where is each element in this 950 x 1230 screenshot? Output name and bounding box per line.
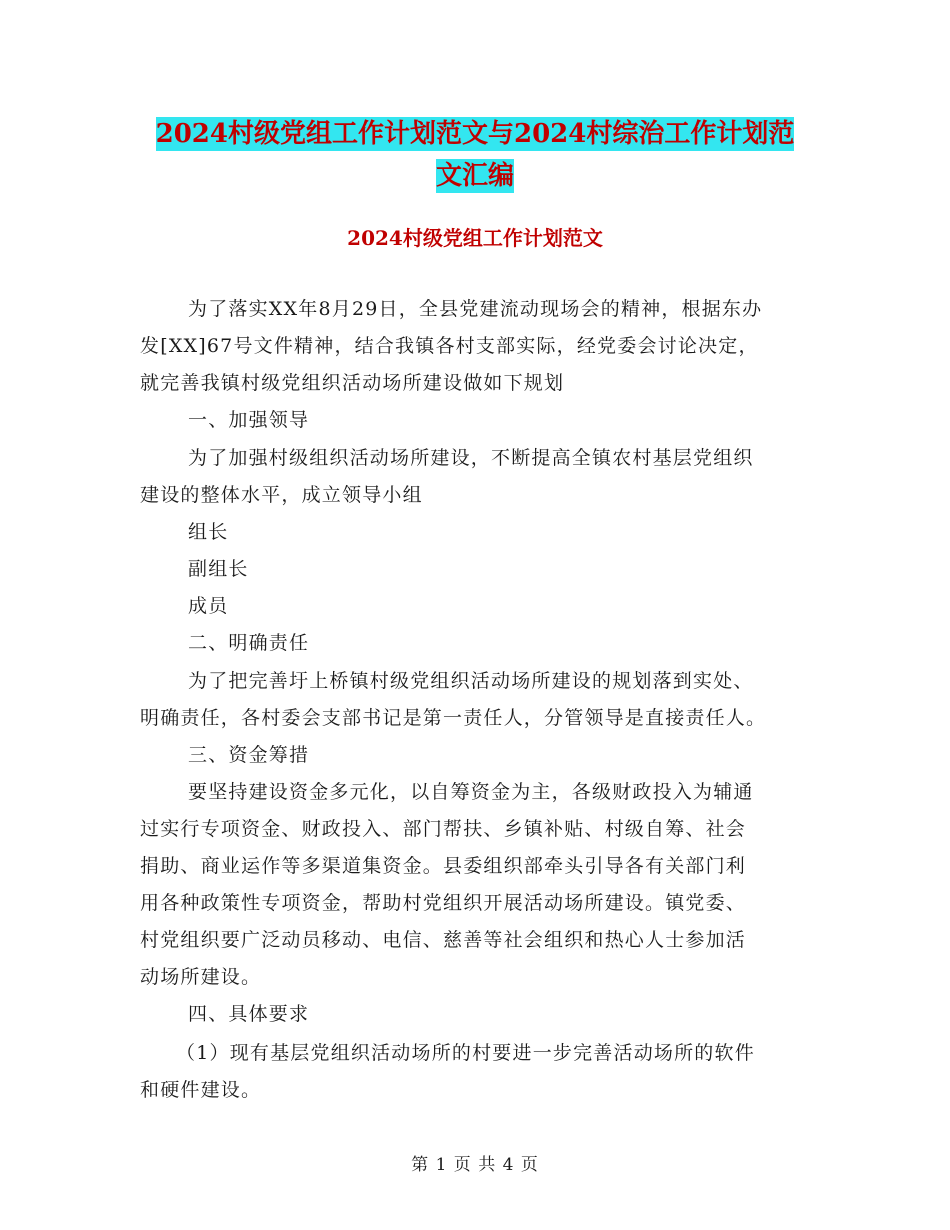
list-item: 成员 xyxy=(188,595,229,617)
paragraph-line: 村党组织要广泛动员移动、电信、慈善等社会组织和热心人士参加活 xyxy=(140,929,747,951)
heading-line: 四、具体要求 xyxy=(188,1003,310,1025)
page-number-footer: 第 1 页 共 4 页 xyxy=(411,1155,539,1175)
title-highlight-1: 2024村级党组工作计划范文与2024村综治工作计划范 xyxy=(155,119,795,149)
paragraph-line: 就完善我镇村级党组织活动场所建设做如下规划 xyxy=(140,372,565,394)
paragraph-line: 捐助、商业运作等多渠道集资金。县委组织部牵头引导各有关部门利 xyxy=(140,855,747,877)
paragraph-line: 发[XX]67号文件精神，结合我镇各村支部实际，经党委会讨论决定， xyxy=(140,335,759,357)
paragraph-line: 为了落实XX年8月29日，全县党建流动现场会的精神，根据东办 xyxy=(188,298,763,320)
paragraph-line: 为了加强村级组织活动场所建设，不断提高全镇农村基层党组织 xyxy=(188,447,754,469)
title-highlight-2: 文汇编 xyxy=(435,161,514,191)
paragraph-line: 明确责任，各村委会支部书记是第一责任人，分管领导是直接责任人。 xyxy=(140,707,767,729)
list-item: 组长 xyxy=(188,521,229,543)
paragraph-line: （1）现有基层党组织活动场所的村要进一步完善活动场所的软件 xyxy=(176,1042,755,1064)
list-item: 副组长 xyxy=(188,558,249,580)
paragraph-line: 为了把完善圩上桥镇村级党组织活动场所建设的规划落到实处、 xyxy=(188,670,754,692)
section-title: 2024村级党组工作计划范文 xyxy=(347,226,603,250)
paragraph-line: 和硬件建设。 xyxy=(140,1079,262,1101)
document-title-line-2 xyxy=(140,154,810,198)
heading-line: 二、明确责任 xyxy=(188,632,310,654)
heading-line: 一、加强领导 xyxy=(188,409,310,431)
paragraph-line: 动场所建设。 xyxy=(140,966,262,988)
paragraph-line: 建设的整体水平，成立领导小组 xyxy=(140,484,423,506)
paragraph-line: 要坚持建设资金多元化，以自筹资金为主，各级财政投入为辅通 xyxy=(188,781,754,803)
paragraph-line: 过实行专项资金、财政投入、部门帮扶、乡镇补贴、村级自筹、社会 xyxy=(140,818,747,840)
paragraph-line: 用各种政策性专项资金，帮助村党组织开展活动场所建设。镇党委、 xyxy=(140,892,747,914)
document-title-line-1 xyxy=(140,112,810,156)
heading-line: 三、资金筹措 xyxy=(188,744,310,766)
